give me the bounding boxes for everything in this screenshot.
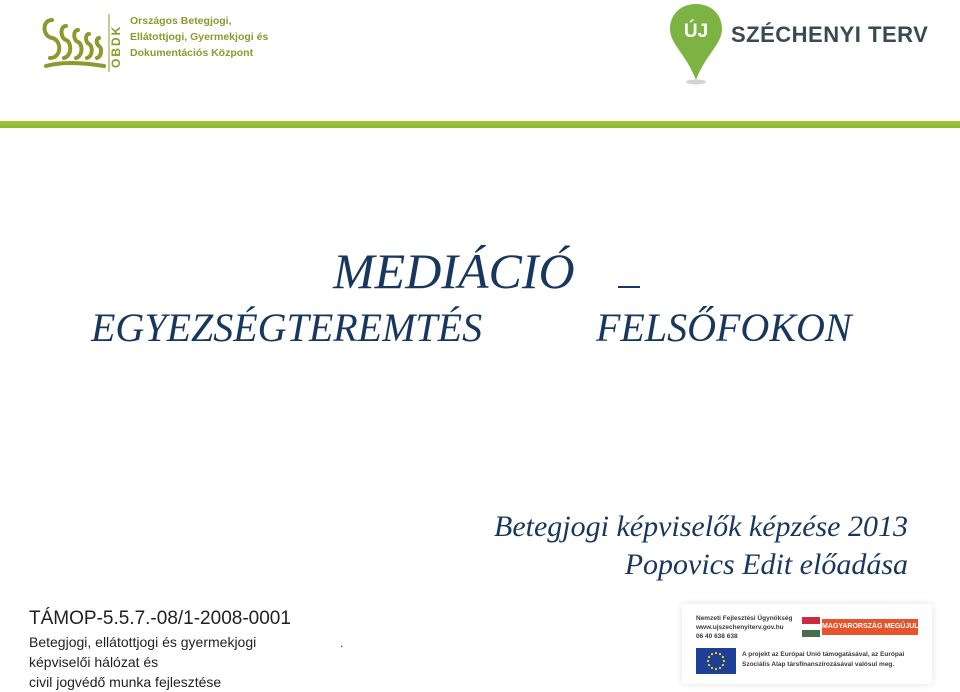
project-description bbox=[29, 632, 256, 692]
eu-funding-note bbox=[742, 650, 904, 670]
agency-info bbox=[696, 614, 792, 641]
eu-star bbox=[719, 653, 721, 655]
obdk-name bbox=[130, 13, 280, 61]
eu-star bbox=[711, 667, 713, 669]
obdk-name-line: Országos Betegjogi, bbox=[130, 15, 232, 27]
eu-note-line: Szociális Alap társfinanszírozásával valósul meg. bbox=[742, 661, 895, 668]
eu-note-line: A projekt az Európai Unió támogatásával, az Európai bbox=[742, 651, 905, 658]
project-code: TÁMOP-5.5.7.-08/1-2008-0001 bbox=[29, 608, 291, 629]
title-dash bbox=[618, 286, 640, 288]
eu-star bbox=[708, 656, 710, 658]
eu-star bbox=[715, 668, 717, 670]
eu-star bbox=[707, 660, 709, 662]
eu-star bbox=[708, 664, 710, 666]
eu-star bbox=[711, 653, 713, 655]
eu-star bbox=[719, 667, 721, 669]
eu-star bbox=[715, 652, 717, 654]
slide-subtitle-line1: Betegjogi képviselők képzése 2013 bbox=[494, 510, 908, 543]
project-description-line: Betegjogi, ellátottjogi és gyermekjogi bbox=[29, 634, 257, 650]
obdk-logo bbox=[40, 10, 270, 76]
hungarian-flag-icon bbox=[802, 617, 820, 637]
stray-mark: . bbox=[340, 636, 344, 650]
uj-szechenyi-terv-logo bbox=[668, 2, 938, 86]
header-divider bbox=[0, 121, 960, 128]
slide-subtitle-line2: Popovics Edit előadása bbox=[624, 548, 908, 581]
eu-star bbox=[722, 656, 724, 658]
project-description-line: képviselői hálózat és bbox=[29, 654, 159, 670]
agency-line: 06 40 638 638 bbox=[696, 633, 738, 640]
obdk-emblem-icon bbox=[40, 10, 110, 76]
eu-star bbox=[722, 664, 724, 666]
slide-title-line1: MEDIÁCIÓ bbox=[333, 243, 575, 299]
obdk-acronym: OBDK bbox=[109, 24, 123, 68]
obdk-acronym-mark bbox=[108, 14, 124, 72]
slide-title-line2-right: FELSŐFOKON bbox=[596, 305, 852, 350]
eu-flag-icon bbox=[696, 648, 736, 674]
eu-star bbox=[723, 660, 725, 662]
magyarorszag-megujul-badge: MAGYARORSZÁG MEGÚJUL bbox=[822, 619, 918, 635]
pin-label: ÚJ bbox=[683, 21, 709, 42]
map-pin-icon bbox=[668, 2, 724, 86]
szechenyi-wordmark: SZÉCHENYI TERV bbox=[731, 22, 929, 47]
project-description-line: civil jogvédő munka fejlesztése bbox=[29, 674, 222, 690]
agency-line: Nemzeti Fejlesztési Ügynökség bbox=[696, 615, 793, 622]
slide-title-line2-left: EGYEZSÉGTEREMTÉS bbox=[91, 305, 483, 350]
eu-funding-logo-block bbox=[682, 604, 932, 684]
agency-line: www.ujszechenyiterv.gov.hu bbox=[696, 624, 784, 631]
obdk-name-line: Ellátottjogi, Gyermekjogi és bbox=[130, 31, 269, 43]
obdk-name-line: Dokumentációs Központ bbox=[130, 47, 254, 59]
